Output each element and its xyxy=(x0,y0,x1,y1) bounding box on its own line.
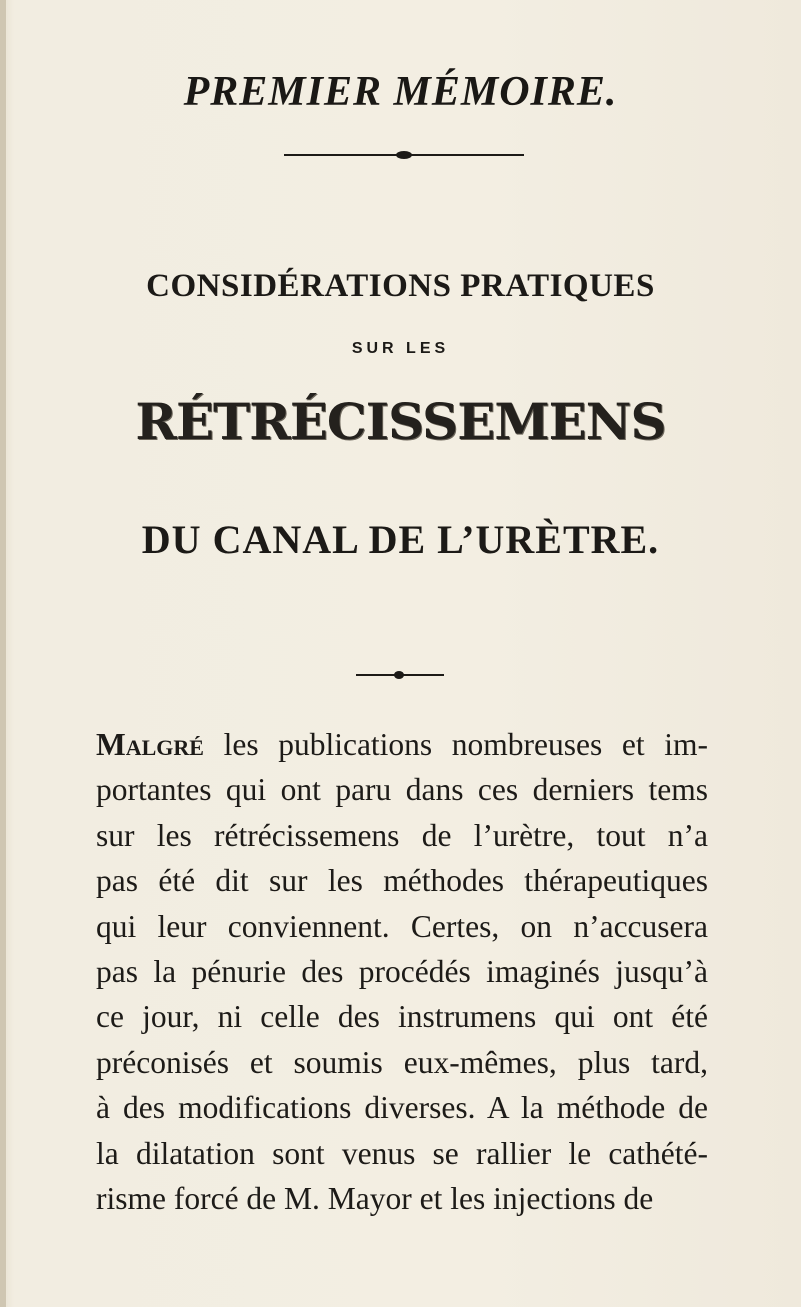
body-line: pas été dit sur les méthodes thérapeutiques xyxy=(96,863,708,899)
body-line: Malgré les publications nombreuses et im- xyxy=(96,727,708,762)
body-line: à des modifications diverses. A la méthode de xyxy=(96,1090,708,1126)
binding-gutter xyxy=(0,0,6,1307)
title-retrecissemens: RÉTRÉCISSEMENS xyxy=(135,392,666,451)
body-line: la dilatation sont venus se rallier le cathété- xyxy=(96,1135,708,1171)
body-line: pas la pénurie des procédés imaginés jusqu’à xyxy=(96,954,708,990)
body-line: préconisés et soumis eux-mêmes, plus tard, xyxy=(96,1044,708,1080)
title-considerations: CONSIDÉRATIONS PRATIQUES xyxy=(146,268,655,304)
divider-ornament-icon xyxy=(394,671,404,679)
body-line: sur les rétrécissemens de l’urètre, tout n’a xyxy=(96,817,708,853)
body-line: portantes qui ont paru dans ces derniers tems xyxy=(96,772,708,808)
memoir-heading: PREMIER MÉMOIRE. xyxy=(183,69,618,115)
section-divider xyxy=(356,672,444,678)
title-sur-les: SUR LES xyxy=(351,340,450,357)
rule-ornament-icon xyxy=(396,151,412,159)
body-line: risme forcé de M. Mayor et les injections de xyxy=(96,1181,654,1217)
ornamental-rule xyxy=(284,152,524,158)
title-du-canal: DU CANAL DE L’URÈTRE. xyxy=(141,517,660,562)
body-paragraph xyxy=(96,722,708,1221)
body-line: ce jour, ni celle des instrumens qui ont été xyxy=(96,999,708,1035)
body-line: qui leur conviennent. Certes, on n’accusera xyxy=(96,908,708,944)
drop-word: Malgré xyxy=(96,727,204,762)
